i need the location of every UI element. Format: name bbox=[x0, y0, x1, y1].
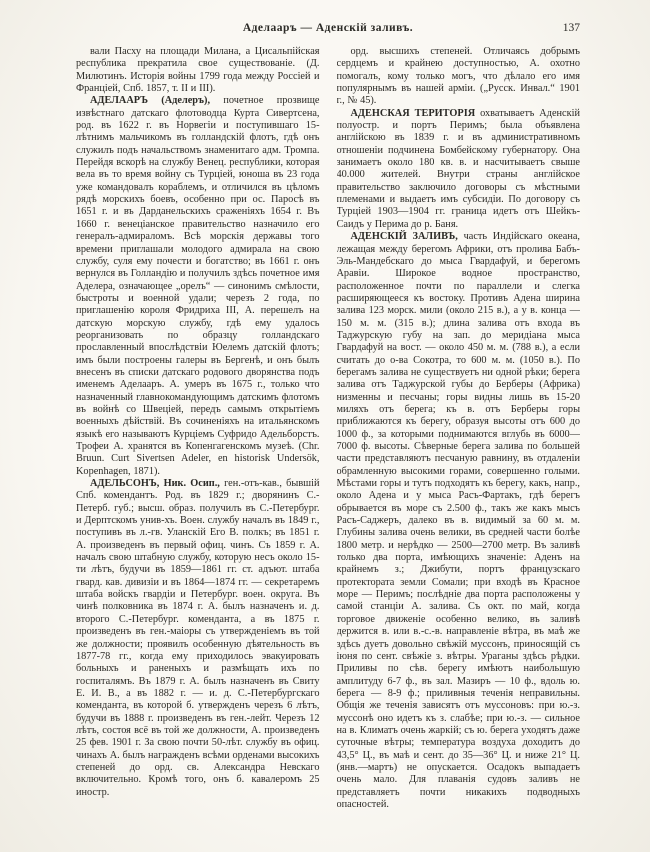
continuation-paragraph bbox=[76, 46, 320, 95]
entry-adelson bbox=[76, 478, 320, 799]
entry-adelaar bbox=[76, 95, 320, 478]
entry-headword: АДЕЛЬСОНЪ, Ник. Осип., bbox=[90, 478, 220, 490]
right-column bbox=[337, 46, 581, 846]
entry-aden-gulf bbox=[337, 231, 581, 811]
continuation-paragraph bbox=[337, 46, 581, 108]
entry-text: часть Индійскаго океана, лежащая между берегомъ Африки, отъ пролива Бабъ-Эль-Мандебскаго до мыса Гвардафуй, и берегомъ Аравіи. Широкое водное пространство, расположенное почти по параллели и слегка расширяющееся къ востоку. Противъ Адена ширина залива 123 морск. мили (около 215 в.), а у в. конца — 150 м. м. (315 в.); длина залива отъ входа въ Таджурскую губу на зап. до меридіана мыса Гвардафуй на вост. — около 450 м. м. (788 в.), а если считать до о-ва Сокотра, то 600 м. м. (1050 в.). По берегамъ залива не существуетъ ни одной рѣки; берега залива отъ Таджурской губы до Берберы (Африка) низменны и песчаны; горы видны лишь въ 15-20 миляхъ отъ берега; къ в. отъ Берберы горы приближаются къ берегу, образуя высоты отъ 600 до 1000 ф., за которыми поднимаются вглубь въ 6000—7000 ф. высоты. Сѣверные берега залива по большей части представляютъ песчаную равнину, въ отдаленіи обрамленную высокими горами, совершенно голыми. Мѣстами горы и тутъ подходятъ къ берегу, какъ, напр., около Адена и у мыса Расъ-Фартакъ, гдѣ берегъ обрывается въ море съ 2.500 ф., такъ же какъ мысъ Расъ-Саджеръ, далеко въ в. видимый за 60 м. м. Глубины залива очень велики, въ средней части болѣе 1800 метр. и нерѣдко — 2500—2700 метр. Въ заливѣ только два порта, имѣющихъ значеніе: Аденъ на крайнемъ з.; Джибути, портъ французскаго протектората земли Сомали; при входѣ въ Красное море — Перимъ; послѣдніе два порта расположены у самой станціи А. залива. Съ окт. по май, когда торговое движеніе особенно велико, въ заливѣ держится в. или в.-с.-в. направленіе вѣтра, въ маѣ же здѣсь дуетъ довольно свѣжій муссонъ, приносящій съ іюня по сент. свѣжіе з. вѣтры. Ураганы здѣсь рѣдки. Приливы по сѣв. берегу имѣютъ наибольшую амплитуду 6-7 ф., въ зал. Мазиръ — 10 ф., вдоль ю. берега — 8-9 ф.; приливныя теченія неправильны. Общія же теченія зависятъ отъ муссоновъ: при ю.-з. муссонѣ оно идетъ къ з. слабѣе; при ю.-з. — сильное на в. Климатъ очень жаркій; съ ю. берега уходятъ даже суточные вѣтры; температура воздуха доходитъ до 43,5° Ц., въ маѣ и сент. до 35—36° Ц. и ниже 21° Ц. (янв.—мартъ) не опускается. Осадокъ выпадаетъ очень мало. Для плаванія судовъ заливъ не представляетъ почти никакихъ подводныхъ опасностей. bbox=[336, 231, 580, 810]
left-column bbox=[76, 46, 320, 846]
entry-headword: АДЕНСКАЯ ТЕРИТОРІЯ bbox=[350, 107, 476, 119]
entry-text: почетное прозвище извѣстнаго датскаго флотоводца Курта Сивертсена, род. въ 1622 г. въ Норвегіи и поступившаго 15-лѣтнимъ мальчикомъ въ голландскій флотъ, гдѣ онъ служилъ подъ начальствомъ знаменитаго адм. Тромпа. Перейдя вскорѣ на службу Венец. республики, которая вела въ то время войну съ Турціей, юноша въ 23 года уже командовалъ кораблемъ, и отличился въ цѣломъ рядѣ морскихъ боевъ, особенно при ос. Паросѣ въ 1651 г. и въ Дарданельскихъ сраженіяхъ 1654 г. Въ 1660 г. венеціанское правительство назначило его генералъ-адмираломъ. Всѣ морскія державы того времени приглашали молодого адмирала на свою службу, суля ему почести и богатство; въ 1661 г. онъ вернулся въ Голландію и получилъ здѣсь почетное имя Аделера, означающее „орелъ“ — синонимъ смѣлости, быстроты и военной удали; черезъ 2 года, по приглашенію короля Фридриха III, А. перешелъ на датскую морскую службу, гдѣ ему удалось реорганизовать по образцу голландскаго прославленный впослѣдствіи Юелемъ датскій флотъ; имъ были построены галеры въ Бергенѣ, и онъ былъ внесенъ въ списки датскаго родового дворянства подъ именемъ Аделааръ. А. умеръ въ 1675 г., только что назначенный главнокомандующимъ датскимъ флотомъ въ войнѣ со Швеціей, передъ самымъ открытіемъ военныхъ дѣйствій. Въ сочиненіяхъ на итальянскомъ языкѣ его называютъ Курціемъ Суфридо Адельборстъ. Трофеи А. хранятся въ Копенгагенскомъ музеѣ. (Chr. Bruun. Curt Sivertsen Adeler, en historisk Undersök, Kopenhagen, 1871). bbox=[76, 95, 320, 477]
running-head-title: Аделааръ — Аденскій заливъ. bbox=[242, 22, 414, 34]
page-number: 137 bbox=[562, 22, 580, 34]
entry-headword: АДЕНСКІЙ ЗАЛИВЪ, bbox=[350, 231, 458, 243]
entry-aden-territory bbox=[337, 108, 581, 231]
text-columns bbox=[76, 46, 580, 846]
paragraph-text: вали Пасху на площади Милана, а Цисальпійская республика прекратила свое существованіе. (Д. Милютинъ. Исторія войны 1799 года между Россіей и Франціей, Спб. 1857, т. II и III). bbox=[76, 46, 320, 95]
entry-headword: АДЕЛААРЪ (Аделеръ), bbox=[90, 95, 211, 107]
running-head bbox=[76, 22, 580, 38]
entry-text: ген.-отъ-кав., бывшій Спб. комендантъ. Род. въ 1829 г.; дворянинъ С.-Петерб. губ.; высш. образ. получилъ въ С.-Петербург. и Дерптскомъ унив-хъ. Воен. службу началъ въ 1849 г., поступивъ въ л.-гв. Уланскій Его В. полкъ; въ 1851 г. А. произведенъ въ первый офиц. чинъ. Съ 1859 г. А. началъ свою штабную службу, которую несъ около 15-ти лѣтъ, будучи въ 1859—1861 гг. ст. адъют. штаба гвард. кав. дивизіи и въ 1864—1874 гг. — секретаремъ штаба войскъ гвардіи и Петербург. воен. округа. Въ чинѣ полковника въ 1874 г. А. былъ назначенъ и. д. второго С.-Петербург. коменданта, а въ 1875 г. произведенъ въ ген.-маіоры съ утвержденіемъ въ той же должности; проявилъ особенную дѣятельность въ 1877-78 гг., когда ему приходилось эвакуировать больныхъ и раненыхъ и размѣщать ихъ по госпиталямъ. Въ 1879 г. А. былъ назначенъ въ Свиту Е. И. В., а въ 1882 г. — и. д. С.-Петербургскаго коменданта, въ которой б. утвержденъ черезъ 6 лѣтъ, будучи въ 1888 г. произведенъ въ ген.-лейт. Черезъ 12 лѣтъ, состоя всё въ той же должности, А. произведенъ 25 фев. 1901 г. За свою почти 50-лѣт. службу въ офиц. чинахъ А. былъ награжденъ всѣми орденами высокихъ степеней до орд. св. Александра Невскаго включительно. Кромѣ того, онъ б. кавалеромъ 25 иностр. bbox=[76, 478, 320, 798]
entry-text: охватываетъ Аденскій полуостр. и портъ Перимъ; была объявлена англійскою въ 1839 г. и въ административномъ отношеніи подчинена Бомбейскому губернатору. Она занимаетъ около 180 кв. в. и насчитываетъ свыше 40.000 жителей. Внутри страны англійское правительство заключило договоры съ мѣстными племенами и выдаетъ имъ субсидіи. По договору съ Турціей 1903—1904 гг. граница идетъ отъ Шейкъ-Саидъ у Перима до р. Баня. bbox=[336, 107, 580, 230]
paragraph-text: орд. высшихъ степеней. Отличаясь добрымъ сердцемъ и крайнею доступностью, А. охотно помогалъ, кому только могъ, что дѣлало его имя популярнымъ въ нашей арміи. („Русск. Инвал.“ 1901 г., № 45). bbox=[336, 46, 580, 107]
